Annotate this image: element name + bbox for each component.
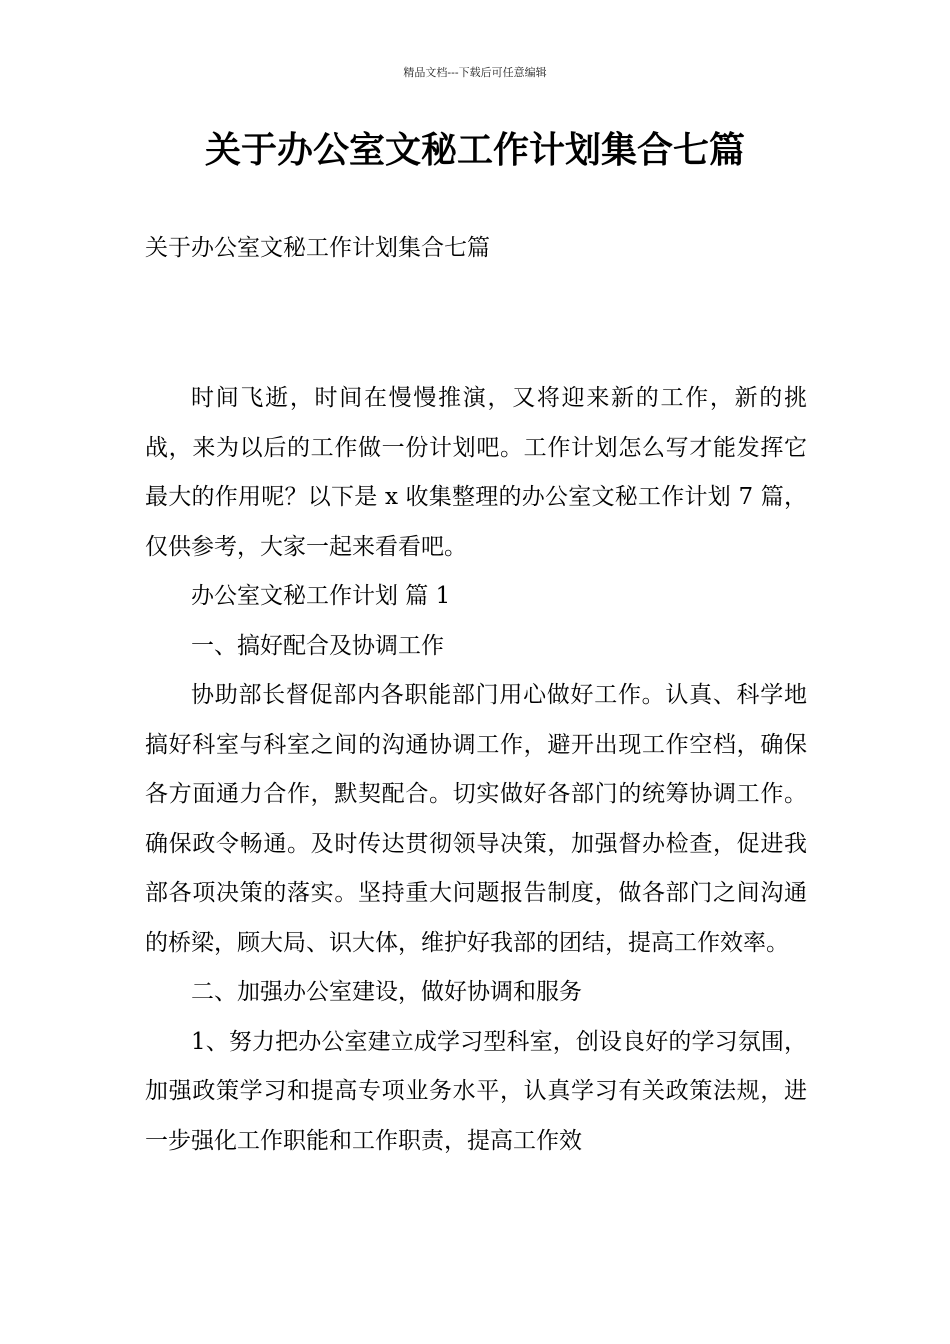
paragraph-learning: 1、努力把办公室建立成学习型科室，创设良好的学习氛围，加强政策学习和提高专项业务水平，认真学习有关政策法规，进一步强化工作职能和工作职责，提高工作效 <box>145 1028 807 1154</box>
paragraph-intro: 时间飞逝，时间在慢慢推演，又将迎来新的工作，新的挑战，来为以后的工作做一份计划吧。工作计划怎么写才能发挥它最大的作用呢？以下是 x 收集整理的办公室文秘工作计划 7 篇，仅供参考，大家一起来看看吧。 <box>145 385 807 560</box>
document-title: 关于办公室文秘工作计划集合七篇 <box>204 130 745 171</box>
paragraph-coordination: 协助部长督促部内各职能部门用心做好工作。认真、科学地搞好科室与科室之间的沟通协调工作，避开出现工作空档，确保各方面通力合作，默契配合。切实做好各部门的统筹协调工作。确保政令畅通。及时传达贯彻领导决策，加强督办检查，促进我部各项决策的落实。坚持重大问题报告制度，做各部门之间沟通的桥梁，顾大局、识大体，维护好我部的团结，提高工作效率。 <box>145 682 807 956</box>
document-body <box>145 374 807 1166</box>
section-heading-part1: 办公室文秘工作计划 篇 1 <box>191 583 451 609</box>
header-note: 精品文档---下载后可任意编辑 <box>403 66 547 79</box>
subheading-office-building: 二、加强办公室建设，做好协调和服务 <box>191 979 582 1005</box>
document-subtitle: 关于办公室文秘工作计划集合七篇 <box>145 235 490 261</box>
subheading-coordination: 一、搞好配合及协调工作 <box>191 632 444 659</box>
